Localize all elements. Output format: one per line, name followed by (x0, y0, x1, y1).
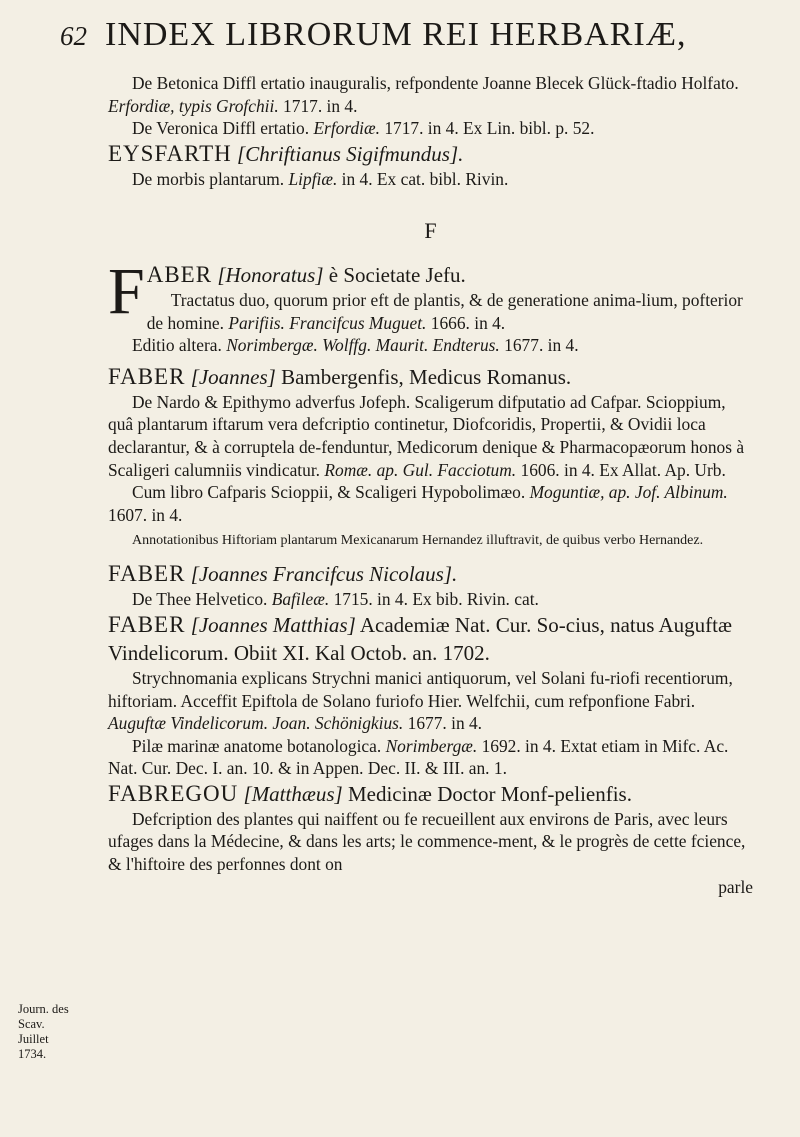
page-header (60, 16, 760, 62)
entry-note-hernandez: Annotationibus Hiftoriam plantarum Mexicanarum Hernandez illuftravit, de quibus verbo Hernandez. (132, 533, 704, 549)
entry-veronica: De Veronica Diffl ertatio. Erfordiæ. 1717. in 4. Ex Lin. bibl. p. 52. (132, 118, 595, 139)
entry-editio: Editio altera. Norimbergæ. Wolffg. Maurit. Endterus. 1677. in 4. (132, 335, 579, 356)
running-title: INDEX LIBRORUM REI HERBARIÆ, (105, 16, 687, 53)
author-faber-joannes: FABER [Joannes] Bambergenfis, Medicus Romanus. (108, 363, 572, 389)
entry-de-nardo: De Nardo & Epithymo adverfus Jofeph. Scaligerum difputatio ad Cafpar. Scioppium, quâ plantarum iftarum vera defcriptio continetur, Diofcoridis, Propertii, & Ovidii loca declarantur, & à corruptela de-fenduntur, Medicorum denique & Pharmacopæorum honos à Scaligeri calumniis vindicatur. Romæ. ap. Gul. Facciotum. 1606. in 4. Ex Allat. Ap. Urb. (108, 391, 745, 480)
section-letter: F (424, 218, 437, 244)
entry-tractatus: Tractatus duo, quorum prior eft de plantis, & de generatione anima-lium, pofterior de homine. Parifiis. Francifcus Muguet. 1666. in 4. (146, 289, 743, 333)
author-faber-honoratus: F ABER [Honoratus] è Societate Jefu. (108, 254, 466, 328)
catchword: parle (718, 876, 753, 897)
entry-betonica: De Betonica Diffl ertatio inauguralis, refpondente Joanne Blecek Glück-ftadio Holfato. Erfordiæ, typis Grofchii. 1717. in 4. (108, 73, 739, 116)
entry-de-thee: De Thee Helvetico. Bafileæ. 1715. in 4. Ex bib. Rivin. cat. (132, 589, 539, 610)
entry-pilae: Pilæ marinæ anatome botanologica. Norimbergæ. 1692. in 4. Extat etiam in Mifc. Ac. Nat. Cur. Dec. I. an. 10. & in Appen. Dec. II. & III. an. 1. (108, 735, 729, 779)
index-body (108, 72, 753, 898)
entry-description: Defcription des plantes qui naiffent ou fe recueillent aux environs de Paris, avec leurs ufages dans la Médecine, & dans les arts; le commence-ment, & le progrès de cette fcience, & l'hiftoire des perfonnes dont on (108, 808, 746, 875)
author-faber-jm: FABER [Joannes Matthias] Academiæ Nat. Cur. So-cius, natus Auguftæ Vindelicorum. Obiit XI. Kal Octob. an. 1702. (108, 611, 732, 665)
drop-cap: F (108, 254, 145, 328)
author-fabregou: FABREGOU [Matthæus] Medicinæ Doctor Monf-pelienfis. (108, 780, 632, 806)
entry-eysfarth: De morbis plantarum. Lipfiæ. in 4. Ex cat. bibl. Rivin. (132, 168, 509, 189)
entry-strychnomania: Strychnomania explicans Strychni manici antiquorum, vel Solani fu-riofi recentiorum, hiftoriam. Acceffit Epiftola de Solano furiofo Hier. Welfchii, cum refponfione Fabri. Auguftæ Vindelicorum. Joan. Schönigkius. 1677. in 4. (108, 667, 733, 734)
author-eysfarth: EYSFARTH [Chriftianus Sigifmundus]. (108, 140, 464, 166)
page-number: 62 (60, 21, 87, 51)
author-faber-jfn: FABER [Joannes Francifcus Nicolaus]. (108, 561, 458, 587)
margin-note: Journ. des Scav. Juillet 1734. (18, 1002, 69, 1061)
entry-cum-libro: Cum libro Cafparis Scioppii, & Scaligeri Hypobolimæo. Moguntiæ, ap. Jof. Albinum. 1607. in 4. (108, 482, 728, 525)
